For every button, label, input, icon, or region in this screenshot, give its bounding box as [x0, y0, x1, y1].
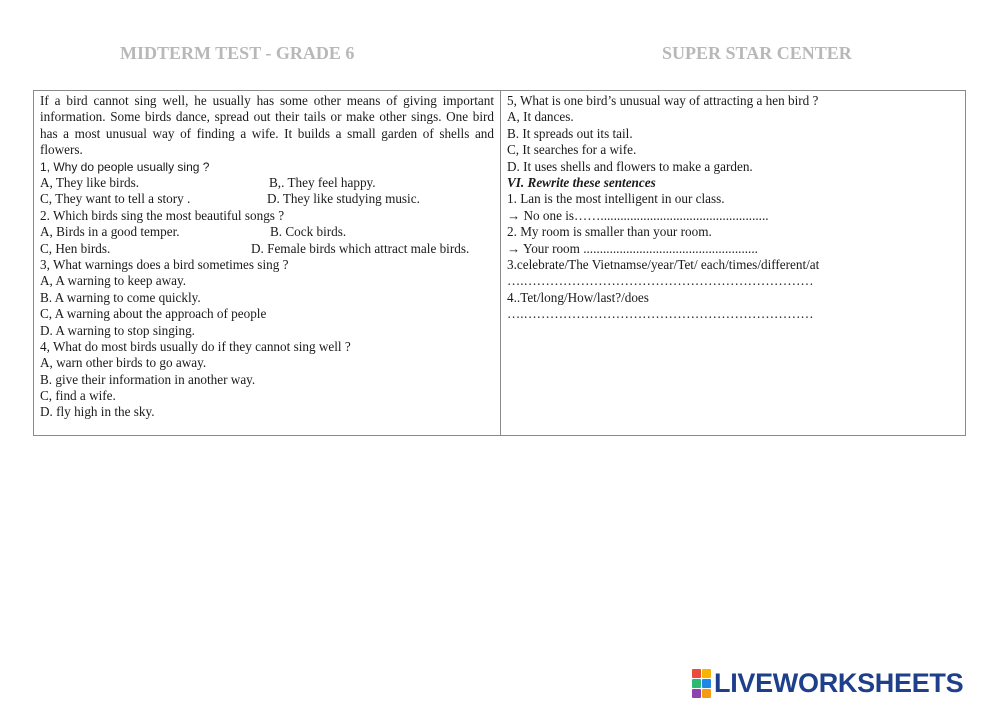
header-center-name: SUPER STAR CENTER: [662, 43, 852, 63]
option-c[interactable]: C, It searches for a wife.: [507, 142, 637, 158]
option-d[interactable]: D. Female birds which attract male birds.: [251, 240, 470, 256]
option-b[interactable]: B. A warning to come quickly.: [40, 289, 201, 305]
option-a[interactable]: A, They like birds.: [40, 175, 140, 191]
question-2-options-row1: [40, 224, 494, 240]
option-a[interactable]: A, It dances.: [507, 109, 574, 125]
logo-tile: [692, 669, 701, 678]
option-d[interactable]: D. A warning to stop singing.: [40, 322, 195, 338]
logo-tile: [702, 679, 711, 688]
reading-passage: If a bird cannot sing well, he usually has some other means of giving important information. Some birds dance, spread out their tails or make other sings. One bird has a most unusual way of finding a wife. It builds a small garden of shells and flowers.: [40, 93, 494, 158]
option-b[interactable]: B,. They feel happy.: [269, 175, 376, 191]
right-column: [501, 91, 965, 435]
rewrite-2-prompt: 2. My room is smaller than your room.: [507, 224, 712, 240]
logo-icon: [692, 669, 711, 698]
rewrite-2-answer-field[interactable]: → Your room .....................................................: [507, 240, 758, 256]
logo-tile: [702, 689, 711, 698]
rewrite-4-answer-field[interactable]: ….…………………………………………………………: [507, 306, 814, 322]
liveworksheets-logo: [692, 668, 963, 699]
logo-tile: [702, 669, 711, 678]
rewrite-1-prompt: 1. Lan is the most intelligent in our class.: [507, 191, 725, 207]
rewrite-3-prompt: 3.celebrate/The Vietnamse/year/Tet/ each/times/different/at: [507, 256, 820, 272]
option-b[interactable]: B. Cock birds.: [270, 224, 347, 240]
option-a[interactable]: A, A warning to keep away.: [40, 273, 187, 289]
logo-tile: [692, 689, 701, 698]
option-b[interactable]: B. It spreads out its tail.: [507, 125, 633, 141]
question-1: 1, Why do people usually sing ?: [40, 159, 210, 174]
section-heading: VI. Rewrite these sentences: [507, 174, 656, 190]
header-title: MIDTERM TEST - GRADE 6: [120, 43, 355, 63]
option-c[interactable]: C, Hen birds.: [40, 240, 111, 256]
option-a[interactable]: A, Birds in a good temper.: [40, 224, 180, 240]
rewrite-3-answer-field[interactable]: ….…………………………………………………………: [507, 273, 814, 289]
rewrite-1-answer-field[interactable]: → No one is……...................................................: [507, 207, 769, 223]
option-c[interactable]: C, A warning about the approach of people: [40, 306, 267, 322]
option-d[interactable]: D. It uses shells and flowers to make a garden.: [507, 158, 753, 174]
option-c[interactable]: C, find a wife.: [40, 388, 116, 404]
option-b[interactable]: B. give their information in another way.: [40, 371, 256, 387]
logo-text: LIVEWORKSHEETS: [714, 668, 964, 698]
worksheet-table: [33, 90, 966, 436]
question-3: 3, What warnings does a bird sometimes sing ?: [40, 256, 289, 272]
question-2: 2. Which birds sing the most beautiful songs ?: [40, 207, 285, 223]
left-column: [34, 91, 501, 435]
option-a[interactable]: A, warn other birds to go away.: [40, 355, 207, 371]
logo-tile: [692, 679, 701, 688]
question-5: 5, What is one bird’s unusual way of attracting a hen bird ?: [507, 93, 819, 108]
question-4: 4, What do most birds usually do if they cannot sing well ?: [40, 338, 351, 354]
option-d[interactable]: D. They like studying music.: [267, 191, 420, 207]
option-c[interactable]: C, They want to tell a story .: [40, 191, 191, 207]
rewrite-4-prompt: 4..Tet/long/How/last?/does: [507, 289, 649, 305]
question-2-options-row2: [40, 241, 494, 257]
question-1-options-row2: [40, 191, 494, 207]
option-d[interactable]: D. fly high in the sky.: [40, 404, 155, 420]
question-1-options-row1: [40, 175, 494, 191]
